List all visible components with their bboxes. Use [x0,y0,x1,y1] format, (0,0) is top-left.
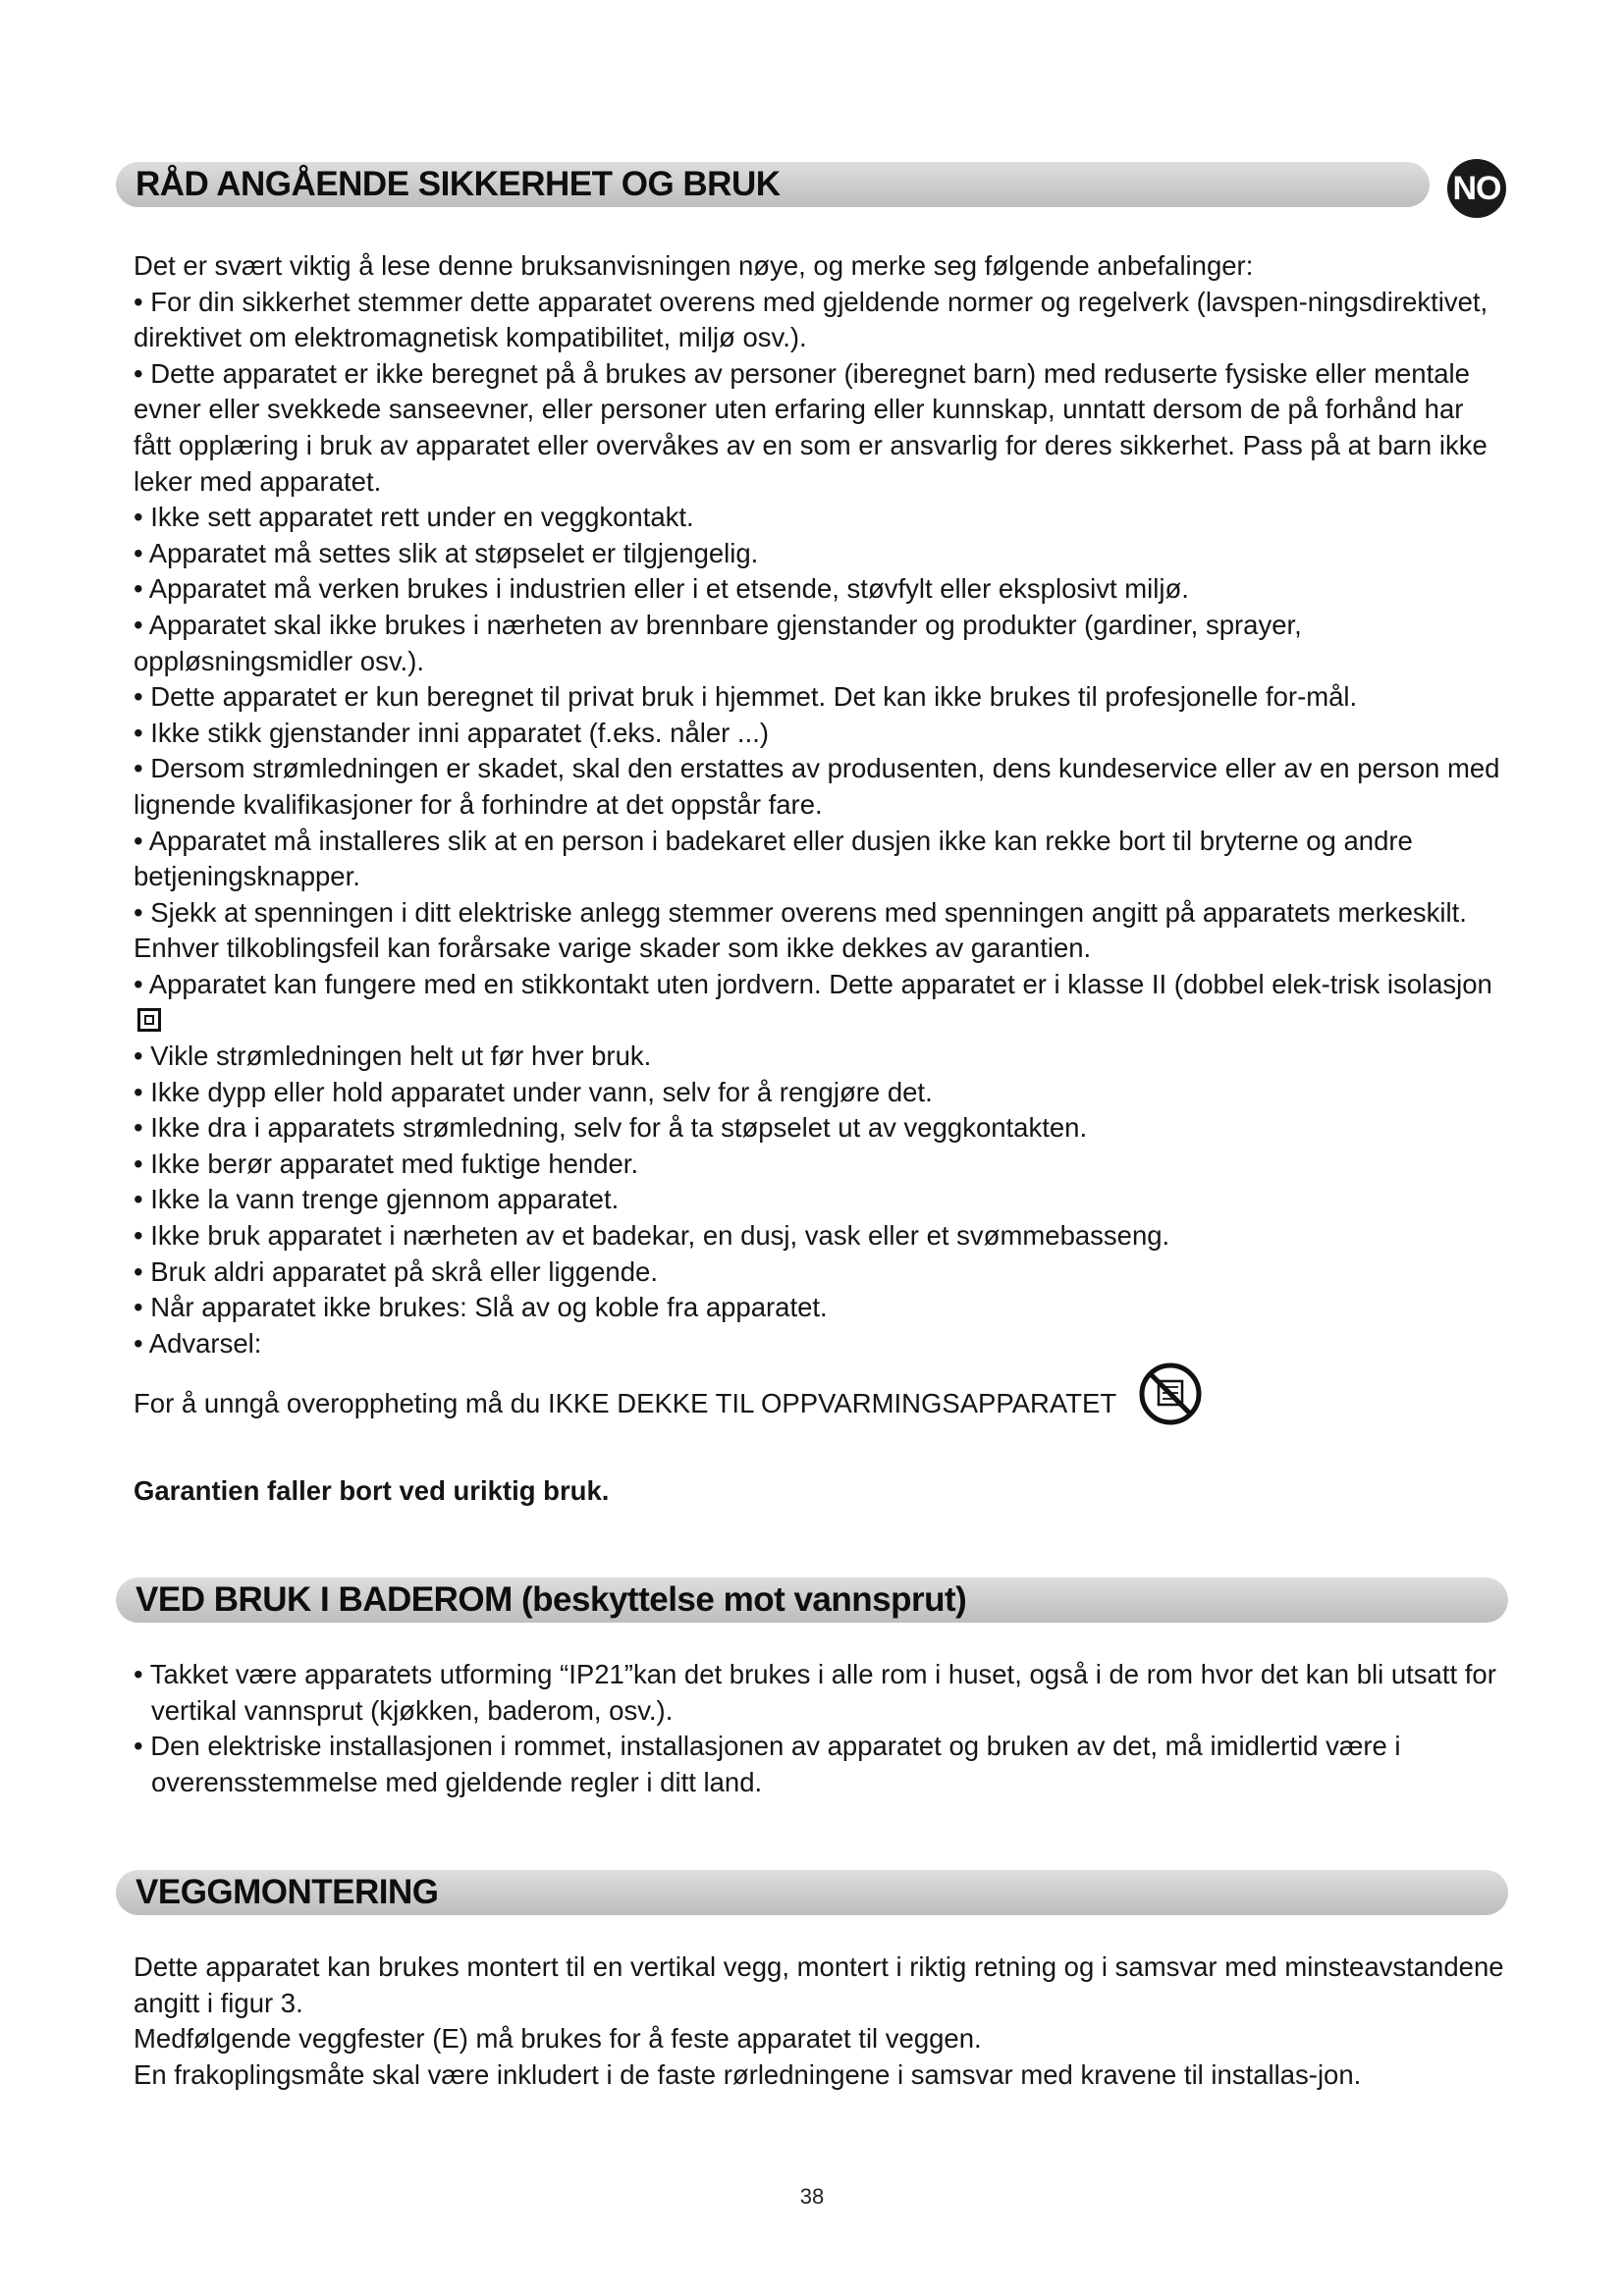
wall-mounting-paragraph: Medfølgende veggfester (E) må brukes for å feste apparatet til veggen. [134,2023,982,2055]
safety-title: RÅD ANGÅENDE SIKKERHET OG BRUK [135,165,781,203]
safety-paragraph: • Apparatet må verken brukes i industrien eller i et etsende, støvfylt eller eksplosivt miljø. [134,573,1189,605]
safety-paragraph: • Apparatet skal ikke brukes i nærheten av brennbare gjenstander og produkter (gardiner, sprayer, oppløsningsmidler osv.). [134,609,1302,676]
wall-mounting-section [116,1870,1508,2093]
wall-mounting-header [116,1870,1508,1915]
safety-paragraph: • Ikke berør apparatet med fuktige hender. [134,1148,639,1179]
safety-paragraph: • Dersom strømledningen er skadet, skal den erstattes av produsenten, dens kundeservice eller av en person med lignende kvalifikasjoner for å forhindre at det oppstår fare. [134,753,1500,820]
safety-paragraph: • Ikke la vann trenge gjennom apparatet. [134,1184,620,1215]
safety-body [116,248,1508,1510]
safety-paragraph: • Dette apparatet er ikke beregnet på å brukes av personer (iberegnet barn) med reduserte fysiske eller mentale evner eller svekkede sanseevner, eller personer uten erfaring eller kunnskap, unntatt dersom de på forhånd har fått opplæring i bruk av apparatet eller overvåkes av en som er ansvarlig for deres sikkerhet. Pass på at barn ikke leker med apparatet. [134,357,1488,497]
safety-paragraph: • Dette apparatet er kun beregnet til privat bruk i hjemmet. Det kan ikke brukes til profesjonelle for-mål. [134,681,1358,713]
wall-mounting-paragraph: En frakoplingsmåte skal være inkludert i de faste rørledningene i samsvar med kravene til installas-jon. [134,2058,1362,2090]
warning-line [134,1362,1508,1436]
wall-mounting-body [116,1949,1508,2093]
safety-paragraph: • Ikke dra i apparatets strømledning, selv for å ta støpselet ut av veggkontakten. [134,1112,1088,1144]
wall-mounting-paragraph: Dette apparatet kan brukes montert til en vertikal vegg, montert i riktig retning og i samsvar med minsteavstandene angitt i figur 3. [134,1951,1504,2018]
class2-text: • Apparatet kan fungere med en stikkontakt uten jordvern. Dette apparatet er i klasse II (dobbel elek-trisk isolasjon [134,968,1492,999]
safety-paragraph: • Ikke bruk apparatet i nærheten av et badekar, en dusj, vask eller et svømmebasseng. [134,1220,1170,1252]
do-not-cover-icon [1138,1362,1203,1436]
safety-paragraph: Det er svært viktig å lese denne bruksanvisningen nøye, og merke seg følgende anbefalinger: [134,250,1254,281]
safety-paragraph: • Ikke dypp eller hold apparatet under vann, selv for å rengjøre det. [134,1076,933,1107]
safety-header [116,162,1430,207]
safety-paragraph: • Når apparatet ikke brukes: Slå av og koble fra apparatet. [134,1292,828,1323]
wall-mounting-title: VEGGMONTERING [135,1873,439,1911]
warning-text: For å unngå overoppheting må du IKKE DEKKE TIL OPPVARMINGSAPPARATET [134,1388,1117,1419]
safety-paragraph: • Ikke stikk gjenstander inni apparatet (f.eks. nåler ...) [134,717,770,748]
guarantee-note: Garantien faller bort ved uriktig bruk. [134,1475,610,1506]
bathroom-section [116,1577,1508,1800]
safety-section [116,162,1508,1510]
class2-paragraph [134,967,1508,1039]
safety-paragraph: • Advarsel: [134,1327,262,1359]
bathroom-item: • Takket være apparatets utforming “IP21”kan det brukes i alle rom i huset, også i de rom hvor det kan bli utsatt for vertikal vannsprut (kjøkken, baderom, osv.). [134,1659,1496,1726]
page-number: 38 [799,2184,825,2209]
safety-paragraph: • Apparatet må installeres slik at en person i badekaret eller dusjen ikke kan rekke bort til bryterne og andre betjeningsknapper. [134,825,1413,892]
safety-paragraph: • For din sikkerhet stemmer dette apparatet overens med gjeldende normer og regelverk (lavspen-ningsdirektivet, direktivet om elektromagnetisk kompatibilitet, miljø osv.). [134,286,1489,353]
safety-paragraph: • Apparatet må settes slik at støpselet er tilgjengelig. [134,537,759,568]
safety-paragraph: • Bruk aldri apparatet på skrå eller liggende. [134,1255,658,1287]
safety-paragraph: • Sjekk at spenningen i ditt elektriske anlegg stemmer overens med spenningen angitt på apparatets merkeskilt. Enhver tilkoblingsfeil kan forårsake varige skader som ikke dekkes av garantien. [134,896,1467,964]
bathroom-title: VED BRUK I BADEROM (beskyttelse mot vannsprut) [135,1580,967,1619]
safety-paragraph: • Vikle strømledningen helt ut før hver bruk. [134,1041,652,1072]
double-insulation-icon [137,1008,161,1032]
bathroom-body [116,1657,1508,1800]
bathroom-item: • Den elektriske installasjonen i rommet, installasjonen av apparatet og bruken av det, må imidlertid være i overensstemmelse med gjeldende regler i ditt land. [134,1731,1401,1797]
bathroom-header [116,1577,1508,1623]
safety-paragraph: • Ikke sett apparatet rett under en veggkontakt. [134,502,694,533]
language-badge: NO [1447,159,1506,218]
